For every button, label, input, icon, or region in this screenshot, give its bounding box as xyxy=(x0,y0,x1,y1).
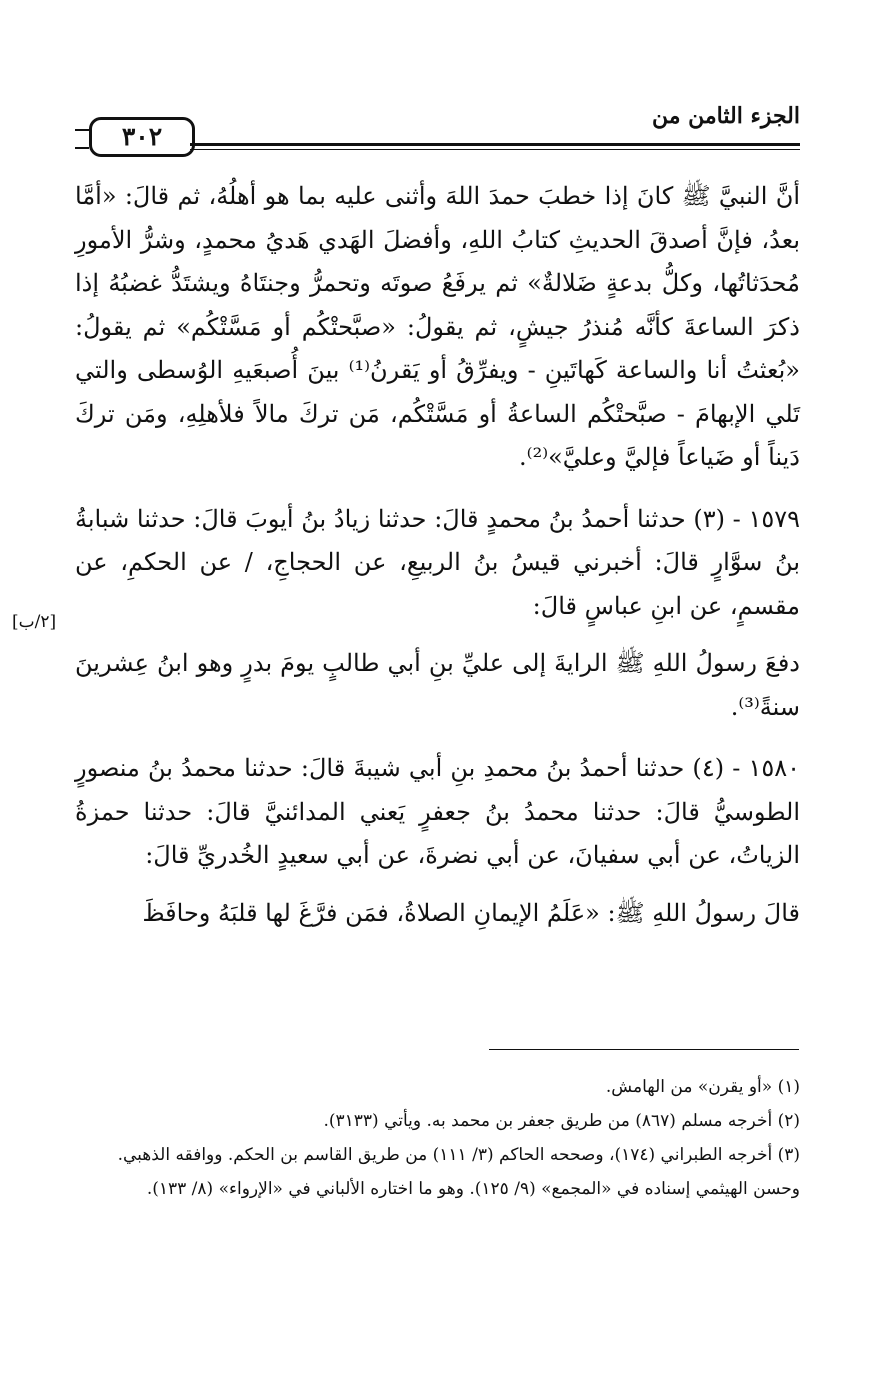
header-rule-thin xyxy=(190,149,800,150)
footnote-3: (٣) أخرجه الطبراني (١٧٤)، وصححه الحاكم (٣/ ١١١) من طريق القاسم بن الحكم. ووافقه الذهبي. وحسن الهيثمي إسناده في «المجمع» (٩/ ١٢٥). وهو ما اختاره الألباني في «الإرواء» (٨/ ١٣٣). xyxy=(117,1145,800,1199)
paragraph-hadith-1578-text: أنَّ النبيَّ ﷺ كانَ إذا خطبَ حمدَ اللهَ وأثنى عليه بما هو أهلُهُ، ثم قالَ: «أمَّا بعدُ، فإنَّ أصدقَ الحديثِ كتابُ اللهِ، وأفضلَ الهَدي هَديُ محمدٍ، وشرُّ الأمورِ مُحدَثاتُها، وكلُّ بدعةٍ ضَلالةٌ» ثم يرفَعُ صوتَه وتحمرُّ وجنتَاهُ ويشتَدُّ غضبُهُ إذا ذكرَ الساعةَ كأنَّه مُنذرُ جيشٍ، ثم يقولُ: «صبَّحتْكُم أو مَسَّتْكُم» ثم يقولُ: «بُعثتُ أنا والساعة كَهاتَينِ - ويفرِّقُ أو يَقرنُ⁽¹⁾ بينَ أُصبعَيهِ الوُسطى والتي تَلي الإبهامَ - صبَّحتْكُم الساعةُ أو مَسَّتْكُم، مَن تركَ مالاً فلأهلِهِ، ومَن تركَ دَيناً أو ضَياعاً فإليَّ وعليَّ»⁽²⁾. xyxy=(75,182,800,471)
page-header xyxy=(75,95,800,155)
footnote-1: (١) «أو يقرن» من الهامش. xyxy=(605,1077,800,1097)
running-title: الجزء الثامن من xyxy=(651,103,800,129)
paragraph-hadith-1580-isnad: ١٥٨٠ - (٤) حدثنا أحمدُ بنُ محمدِ بنِ أبي شيبةَ قالَ: حدثنا محمدُ بنُ منصورٍ الطوسيُّ قالَ: حدثنا محمدُ بنُ جعفرٍ يَعني المدائنيَّ قالَ: حدثنا حمزةُ الزياتُ، عن أبي سفيانَ، عن أبي نضرةَ، عن أبي سعيدٍ الخُدريِّ قالَ: xyxy=(75,754,801,869)
main-text xyxy=(75,175,800,953)
paragraph-hadith-1579-isnad: ١٥٧٩ - (٣) حدثنا أحمدُ بنُ محمدٍ قالَ: حدثنا زيادُ بنُ أيوبَ قالَ: حدثنا شبابةُ بنُ سوَّارٍ قالَ: أخبرني قيسُ بنُ الربيعِ، عن الحجاجِ، / عن الحكمِ، عن مقسمٍ، عن ابنِ عباسٍ قالَ: xyxy=(75,504,800,620)
paragraph-hadith-1579-text: دفعَ رسولُ اللهِ ﷺ الرايةَ إلى عليِّ بنِ أبي طالبٍ يومَ بدرٍ وهو ابنُ عِشرينَ سنةً⁽³⁾. xyxy=(75,649,800,721)
footnote-separator xyxy=(489,1049,799,1050)
header-rule xyxy=(190,143,800,146)
header-ornament xyxy=(75,129,89,149)
footnote-2: (٢) أخرجه مسلم (٨٦٧) من طريق جعفر بن محمد به. ويأتي (٣١٣٣). xyxy=(323,1111,800,1131)
footnotes xyxy=(75,1070,800,1206)
page-number: ٣٠٢ xyxy=(89,117,195,157)
folio-margin-note: [٢/ب] xyxy=(12,612,57,632)
paragraph-hadith-1580-text: قالَ رسولُ اللهِ ﷺ: «عَلَمُ الإيمانِ الصلاةُ، فمَن فرَّغَ لها قلبَهُ وحافَظَ xyxy=(142,898,800,927)
